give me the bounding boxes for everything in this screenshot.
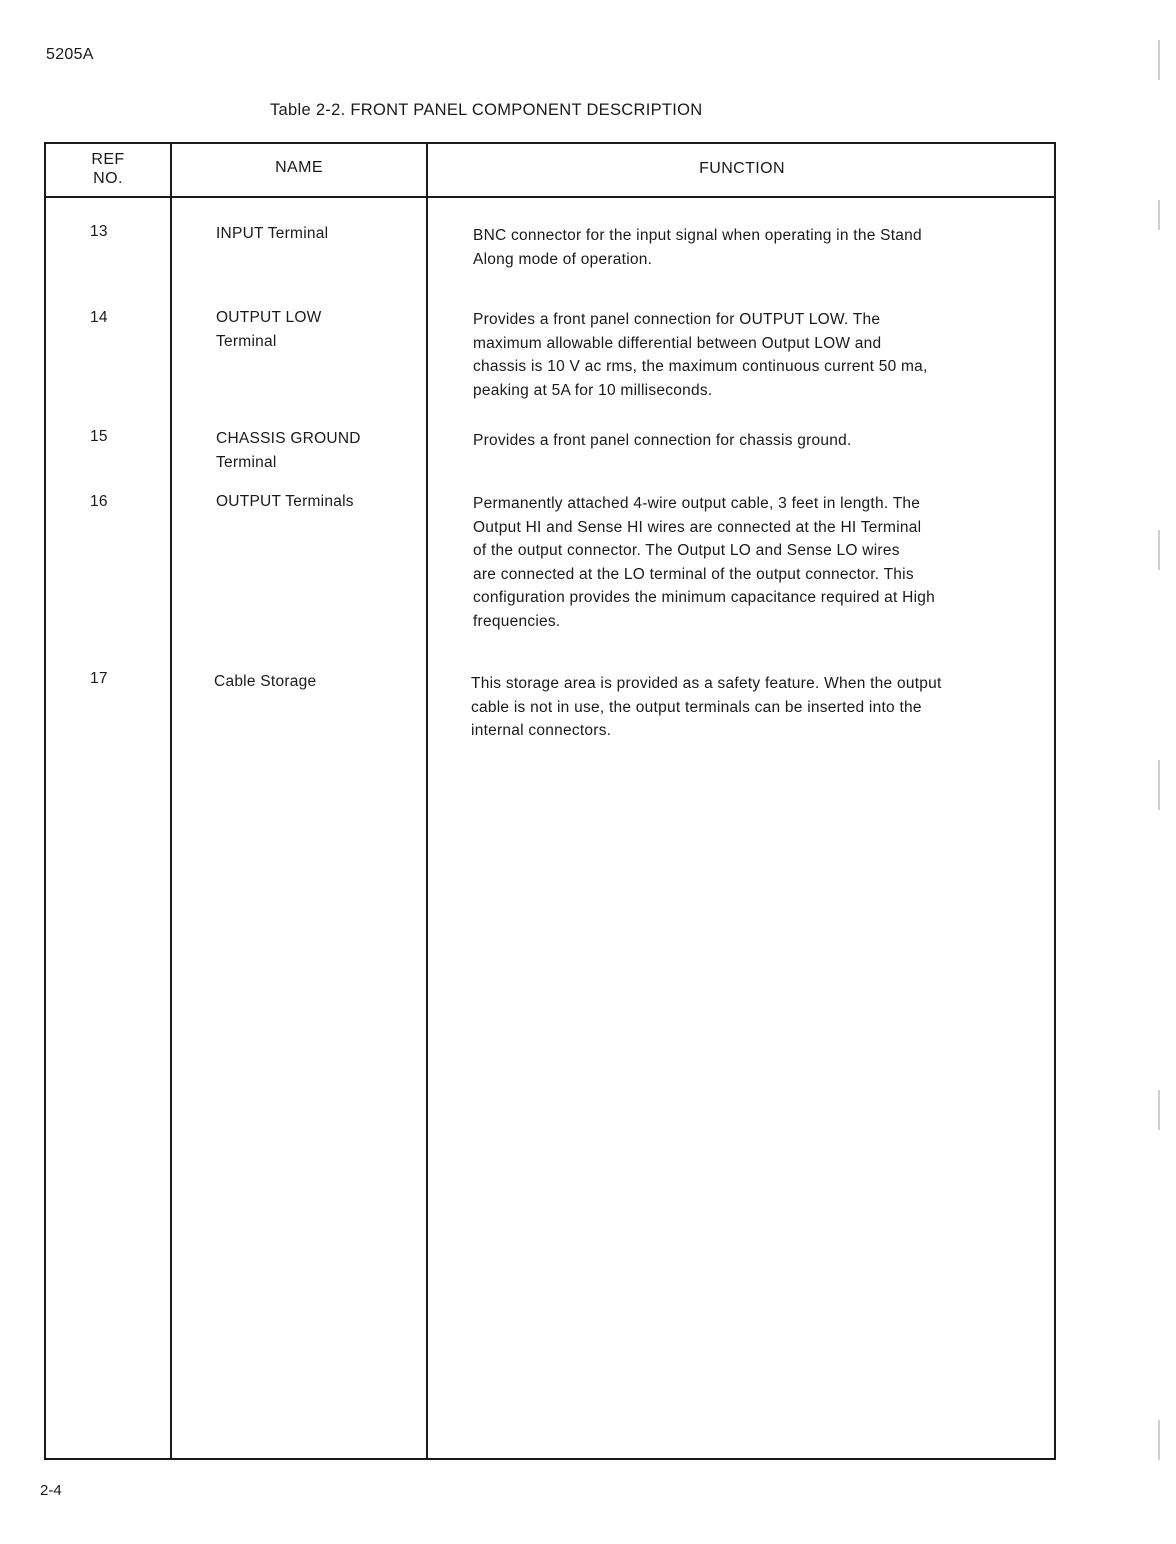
row-16-name-line1: OUTPUT Terminals bbox=[216, 493, 354, 510]
header-divider bbox=[46, 196, 1054, 198]
scan-artifact bbox=[1158, 200, 1160, 230]
row-13-name-line1: INPUT Terminal bbox=[216, 225, 329, 242]
row-15-name-line1: CHASSIS GROUND bbox=[216, 430, 361, 447]
header-name: NAME bbox=[275, 159, 323, 176]
row-14-function: Provides a front panel connection for OUTPUT LOW. The maximum allowable differential between Output LOW and chassis is 10 V ac rms, the maximum continuous current 50 ma, peaking at 5A for 10 milliseconds. bbox=[473, 311, 928, 399]
scan-artifact bbox=[1158, 1090, 1160, 1130]
scan-artifact bbox=[1158, 760, 1160, 810]
page-number: 2-4 bbox=[40, 1482, 62, 1499]
row-17-ref: 17 bbox=[90, 670, 108, 687]
row-13-function: BNC connector for the input signal when operating in the Stand Along mode of operation. bbox=[473, 227, 922, 268]
row-14-name-line1: OUTPUT LOW bbox=[216, 309, 322, 326]
row-14-name-line2: Terminal bbox=[216, 332, 277, 350]
row-13-ref: 13 bbox=[90, 223, 108, 240]
row-14-name bbox=[216, 306, 456, 353]
row-15-ref: 15 bbox=[90, 428, 108, 445]
column-divider-ref-name bbox=[170, 144, 172, 1458]
row-15-name bbox=[216, 427, 456, 474]
row-13-name bbox=[216, 222, 456, 246]
row-14-ref: 14 bbox=[90, 309, 108, 326]
scan-artifact bbox=[1158, 1420, 1160, 1460]
header-function: FUNCTION bbox=[699, 160, 785, 177]
row-16-name bbox=[216, 490, 456, 514]
header-ref-line1: REF bbox=[91, 151, 125, 168]
scan-artifact bbox=[1158, 40, 1160, 80]
header-ref-line2: NO. bbox=[93, 170, 123, 187]
row-15-function: Provides a front panel connection for chassis ground. bbox=[473, 432, 852, 449]
row-15-name-line2: Terminal bbox=[216, 453, 277, 471]
row-16-ref: 16 bbox=[90, 493, 108, 510]
row-17-name-line1: Cable Storage bbox=[214, 673, 317, 690]
row-17-function: This storage area is provided as a safety feature. When the output cable is not in use, the output terminals can be inserted into the internal connectors. bbox=[471, 675, 942, 739]
table-title: Table 2-2. FRONT PANEL COMPONENT DESCRIPTION bbox=[270, 101, 703, 119]
row-16-function: Permanently attached 4-wire output cable, 3 feet in length. The Output HI and Sense HI wires are connected at the HI Terminal of the output connector. The Output LO and Sense LO wires are connected at the LO terminal of the output connector. This configuration provides the minimum capacitance required at High frequencies. bbox=[473, 495, 936, 630]
document-model-id: 5205A bbox=[46, 46, 94, 63]
row-17-name bbox=[214, 670, 454, 694]
header-ref-no bbox=[46, 150, 170, 188]
scan-artifact bbox=[1158, 530, 1160, 570]
